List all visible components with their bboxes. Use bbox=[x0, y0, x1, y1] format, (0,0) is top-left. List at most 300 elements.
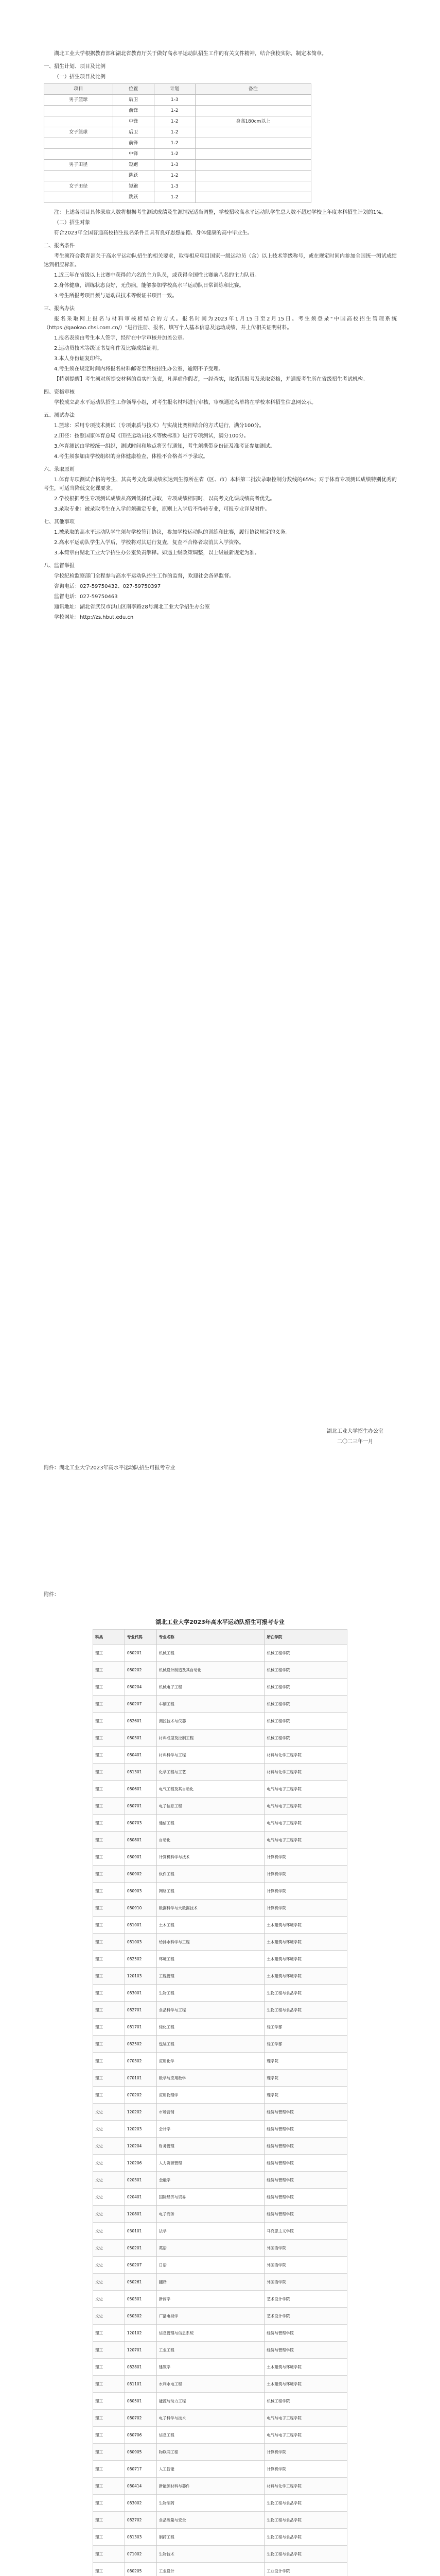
table-cell bbox=[44, 116, 113, 127]
table-cell: 080501 bbox=[125, 2393, 156, 2410]
majors-table-row bbox=[93, 2223, 347, 2240]
table-cell: 1-2 bbox=[154, 171, 195, 181]
table-cell: 跳跃 bbox=[113, 192, 154, 203]
majors-table-row bbox=[93, 1951, 347, 1968]
majors-table-row bbox=[93, 1798, 347, 1815]
table-cell: 环境工程 bbox=[156, 1951, 265, 1968]
majors-table-row bbox=[93, 2121, 347, 2138]
majors-table-row bbox=[93, 1662, 347, 1679]
ratio-table-row bbox=[44, 192, 311, 203]
majors-table-row bbox=[93, 1645, 347, 1662]
table-cell: 生物技术 bbox=[156, 2546, 265, 2563]
table-cell: 理工 bbox=[93, 1781, 125, 1798]
table-cell bbox=[195, 138, 311, 149]
paragraph: 2.学校根据考生专项测试成绩从高到低择优录取，专项成绩相同时，以高考文化课成绩高者优先。 bbox=[54, 496, 275, 502]
paragraph: 4.考生须参加由学校组织的身体健康检查，体检不合格者不予录取。 bbox=[54, 454, 208, 460]
table-cell: 经济与管理学院 bbox=[265, 2155, 347, 2172]
table-cell: 理工 bbox=[93, 2444, 125, 2461]
table-cell: 电气与电子工程学院 bbox=[265, 1781, 347, 1798]
table-cell: 马克思主义学院 bbox=[265, 2223, 347, 2240]
paragraph: 咨询电话：027-59750432、027-59750397 bbox=[54, 584, 161, 589]
table-cell: 理工 bbox=[93, 2393, 125, 2410]
table-cell: 机械工程学院 bbox=[265, 1696, 347, 1713]
table-cell: 生物制药 bbox=[156, 2495, 265, 2512]
table-cell: 1-2 bbox=[154, 116, 195, 127]
table-cell: 财务管理 bbox=[156, 2138, 265, 2155]
table-cell: 材料与化学工程学院 bbox=[265, 1747, 347, 1764]
section-heading: 六、录取原则 bbox=[44, 467, 75, 472]
majors-table bbox=[93, 1629, 347, 2576]
paragraph: 2.高水平运动队学生入学后，学校将对其进行复查，复查不合格者取消其入学资格。 bbox=[54, 540, 244, 546]
table-cell: 新闻学 bbox=[156, 2291, 265, 2308]
table-cell: 1-2 bbox=[154, 138, 195, 149]
table-cell: 电气与电子工程学院 bbox=[265, 2427, 347, 2444]
majors-table-row bbox=[93, 2206, 347, 2223]
paragraph: 2.田径：按照国家体育总局《田径运动员技术等级标准》进行专项测试，满分100分。 bbox=[54, 433, 249, 439]
table-cell: 理工 bbox=[93, 1713, 125, 1730]
table-cell: 男子田径 bbox=[44, 160, 113, 171]
paragraph: 考生须符合教育部关于高水平运动队招生的相关要求，取得相应项目国家一级运动员（含）以上技术等级称号，或在规定时间内参加全国统一测试成绩达到相应标准。 bbox=[44, 253, 397, 268]
table-cell: 071002 bbox=[125, 2546, 156, 2563]
ratio-table-row bbox=[44, 181, 311, 192]
table-cell: 理工 bbox=[93, 1900, 125, 1917]
table-cell: 理工 bbox=[93, 1968, 125, 1985]
table-cell: 050201 bbox=[125, 2240, 156, 2257]
table-cell: 1-2 bbox=[154, 149, 195, 160]
table-cell: 081101 bbox=[125, 2376, 156, 2393]
paragraph: 1.体育专项测试合格的考生，其高考文化课成绩须达到生源所在省（区、市）本科第二批次录取控制分数线的65%；对于体育专项测试成绩特别优秀的考生，可适当降低文化课要求。 bbox=[44, 477, 397, 492]
section-heading: 八、监督举报 bbox=[44, 563, 75, 569]
table-cell: 理工 bbox=[93, 1985, 125, 2002]
table-cell: 082502 bbox=[125, 1951, 156, 1968]
majors-table-row bbox=[93, 2529, 347, 2546]
table-cell: 120102 bbox=[125, 2325, 156, 2342]
majors-table-row bbox=[93, 2240, 347, 2257]
table-cell: 身高180cm以上 bbox=[195, 116, 311, 127]
table-cell: 理工 bbox=[93, 2342, 125, 2359]
table-cell: 120701 bbox=[125, 2342, 156, 2359]
table-cell: 理学院 bbox=[265, 2070, 347, 2087]
paragraph: 1.报名表须由考生本人签字，经所在中学审核并加盖公章。 bbox=[54, 335, 188, 341]
majors-table-row bbox=[93, 2308, 347, 2325]
table-cell: 国际经济与贸易 bbox=[156, 2189, 265, 2206]
table-cell: 文史 bbox=[93, 2240, 125, 2257]
majors-table-row bbox=[93, 1934, 347, 1951]
ratio-table-row bbox=[44, 127, 311, 138]
section-heading: 四、资格审核 bbox=[44, 389, 75, 395]
majors-table-body bbox=[93, 1645, 347, 2576]
table-cell: 能源与动力工程 bbox=[156, 2393, 265, 2410]
majors-table-row bbox=[93, 2427, 347, 2444]
majors-table-row bbox=[93, 2359, 347, 2376]
paragraph: 学校纪检监察部门全程参与高水平运动队招生工作的监督，欢迎社会各界监督。 bbox=[54, 573, 234, 579]
table-cell: 艺术设计学院 bbox=[265, 2291, 347, 2308]
table-cell bbox=[195, 127, 311, 138]
paragraph: 2.运动员技术等级证书复印件及比赛成绩证明。 bbox=[54, 346, 162, 351]
table-cell: 计算机学院 bbox=[265, 1900, 347, 1917]
majors-table-row bbox=[93, 1832, 347, 1849]
table-cell: 理工 bbox=[93, 2529, 125, 2546]
section-heading: 七、其他事项 bbox=[44, 519, 75, 525]
table-cell: 理工 bbox=[93, 1832, 125, 1849]
majors-table-row bbox=[93, 2291, 347, 2308]
table-cell: 理工 bbox=[93, 2359, 125, 2376]
table-cell: 后卫 bbox=[113, 95, 154, 106]
table-cell: 水利水电工程 bbox=[156, 2376, 265, 2393]
table-cell: 理工 bbox=[93, 2053, 125, 2070]
table-cell: 机械工程学院 bbox=[265, 1713, 347, 1730]
table-cell: 文史 bbox=[93, 2155, 125, 2172]
table-cell: 理工 bbox=[93, 2546, 125, 2563]
table-cell: 理学院 bbox=[265, 2087, 347, 2104]
table-cell: 物联网工程 bbox=[156, 2444, 265, 2461]
table-cell: 生物工程与食品学院 bbox=[265, 2546, 347, 2563]
table-cell: 机械设计制造及其自动化 bbox=[156, 1662, 265, 1679]
majors-table-row bbox=[93, 2053, 347, 2070]
majors-table-row bbox=[93, 2376, 347, 2393]
table-cell: 包装工程 bbox=[156, 2036, 265, 2053]
majors-table-row bbox=[93, 2495, 347, 2512]
table-cell: 电子科学与技术 bbox=[156, 2410, 265, 2427]
table-cell bbox=[195, 95, 311, 106]
table-cell: 建筑学 bbox=[156, 2359, 265, 2376]
table-cell: 080601 bbox=[125, 1781, 156, 1798]
table-cell: 文史 bbox=[93, 2274, 125, 2291]
table-header-cell: 项目 bbox=[44, 84, 113, 95]
table-cell: 材料与化学工程学院 bbox=[265, 2478, 347, 2495]
table-cell: 工程管理 bbox=[156, 1968, 265, 1985]
table-cell: 英语 bbox=[156, 2240, 265, 2257]
table-cell: 081001 bbox=[125, 1917, 156, 1934]
table-cell: 070202 bbox=[125, 2087, 156, 2104]
majors-table-row bbox=[93, 2002, 347, 2019]
paragraph: （二）招生对象 bbox=[54, 220, 90, 226]
table-cell: 理工 bbox=[93, 1645, 125, 1662]
table-cell: 1-3 bbox=[154, 95, 195, 106]
table-cell: 电气与电子工程学院 bbox=[265, 1798, 347, 1815]
table-cell: 理学院 bbox=[265, 2053, 347, 2070]
table-cell: 理工 bbox=[93, 1934, 125, 1951]
table-cell: 计算机学院 bbox=[265, 1849, 347, 1866]
table-cell: 理工 bbox=[93, 2495, 125, 2512]
table-cell: 020301 bbox=[125, 2172, 156, 2189]
majors-table-row bbox=[93, 1764, 347, 1781]
table-cell: 082701 bbox=[125, 2002, 156, 2019]
majors-table-row bbox=[93, 1900, 347, 1917]
table-cell: 080414 bbox=[125, 2478, 156, 2495]
table-cell: 材料与化学工程学院 bbox=[265, 1764, 347, 1781]
table-cell: 工业设计学院 bbox=[265, 2563, 347, 2576]
table-cell: 翻译 bbox=[156, 2274, 265, 2291]
table-cell: 080902 bbox=[125, 1866, 156, 1883]
table-cell: 计算机学院 bbox=[265, 2444, 347, 2461]
table-cell: 081003 bbox=[125, 1934, 156, 1951]
table-cell: 艺术设计学院 bbox=[265, 2308, 347, 2325]
table-cell: 理工 bbox=[93, 1679, 125, 1696]
majors-table-row bbox=[93, 1866, 347, 1883]
table-cell: 理工 bbox=[93, 1849, 125, 1866]
table-cell: 理工 bbox=[93, 1730, 125, 1747]
paragraph: 湖北工业大学根据教育部和湖北省教育厅关于做好高水平运动队招生工作的有关文件精神，结合我校实际，制定本简章。 bbox=[54, 51, 327, 57]
table-cell: 080301 bbox=[125, 1730, 156, 1747]
table-cell: 080702 bbox=[125, 2410, 156, 2427]
table-cell: 081701 bbox=[125, 2019, 156, 2036]
majors-table-row bbox=[93, 2478, 347, 2495]
paragraph: 符合2023年全国普通高校招生报名条件且具有良好思想品德、身体健康的高中毕业生。 bbox=[54, 230, 253, 236]
table-cell: 后卫 bbox=[113, 127, 154, 138]
table-cell: 050301 bbox=[125, 2291, 156, 2308]
table-cell: 050207 bbox=[125, 2257, 156, 2274]
table-cell bbox=[195, 171, 311, 181]
table-cell: 土木建筑与环境学院 bbox=[265, 2376, 347, 2393]
table-cell: 数学与应用数学 bbox=[156, 2070, 265, 2087]
paragraph: 报名采取网上报名与材料审核相结合的方式。报名时间为2023年1月15日至2月15日。考生须登录"中国高校招生管理系统（https://gaokao.chsi.com.cn/）"进行注册、报名，填写个人基本信息及运动成绩，并上传相关证明材料。 bbox=[44, 316, 397, 331]
table-cell: 理工 bbox=[93, 2376, 125, 2393]
table-cell: 人工智能 bbox=[156, 2461, 265, 2478]
table-cell: 生物工程与食品学院 bbox=[265, 2495, 347, 2512]
paragraph: 3.本人身份证复印件。 bbox=[54, 356, 105, 362]
table-cell: 应用化学 bbox=[156, 2053, 265, 2070]
intro-paragraphs bbox=[44, 49, 397, 81]
table-cell: 生物工程与食品学院 bbox=[265, 2002, 347, 2019]
table-cell: 理工 bbox=[93, 2087, 125, 2104]
table-cell: 生物工程 bbox=[156, 1985, 265, 2002]
table-cell: 文史 bbox=[93, 2121, 125, 2138]
paragraph: 1.被录取的高水平运动队学生须与学校签订协议，参加学校运动队的训练和比赛，履行协议规定的义务。 bbox=[54, 530, 291, 535]
table-cell bbox=[195, 192, 311, 203]
table-cell: 1-2 bbox=[154, 106, 195, 116]
table-cell: 082702 bbox=[125, 2512, 156, 2529]
majors-table-row bbox=[93, 2461, 347, 2478]
table-cell: 文史 bbox=[93, 2104, 125, 2121]
table-cell: 120801 bbox=[125, 2206, 156, 2223]
table-cell: 广播电视学 bbox=[156, 2308, 265, 2325]
table-cell: 文史 bbox=[93, 2291, 125, 2308]
table-cell bbox=[44, 171, 113, 181]
table-cell: 082801 bbox=[125, 2359, 156, 2376]
table-cell: 给排水科学与工程 bbox=[156, 1934, 265, 1951]
majors-table-row bbox=[93, 2019, 347, 2036]
table-cell: 文史 bbox=[93, 2189, 125, 2206]
table-cell: 电子信息工程 bbox=[156, 1798, 265, 1815]
signature-date: 二〇二三年一月 bbox=[337, 1439, 373, 1445]
paragraph: （一）招生项目及比例 bbox=[54, 74, 105, 80]
table-cell: 轻工学部 bbox=[265, 2036, 347, 2053]
table-cell: 理工 bbox=[93, 1815, 125, 1832]
majors-table-row bbox=[93, 1781, 347, 1798]
table-cell: 080703 bbox=[125, 1815, 156, 1832]
table-cell: 机械电子工程 bbox=[156, 1679, 265, 1696]
majors-table-row bbox=[93, 1815, 347, 1832]
table-cell: 080701 bbox=[125, 1798, 156, 1815]
table-cell: 经济与管理学院 bbox=[265, 2325, 347, 2342]
table-cell: 理工 bbox=[93, 1764, 125, 1781]
table-cell: 081301 bbox=[125, 1764, 156, 1781]
majors-table-row bbox=[93, 1849, 347, 1866]
majors-table-row bbox=[93, 1985, 347, 2002]
table-cell: 法学 bbox=[156, 2223, 265, 2240]
table-cell: 理工 bbox=[93, 2325, 125, 2342]
table-cell: 120202 bbox=[125, 2104, 156, 2121]
table-cell: 080205 bbox=[125, 2563, 156, 2576]
majors-table-row bbox=[93, 2342, 347, 2359]
table-cell: 轻工学部 bbox=[265, 2019, 347, 2036]
table-cell: 男子篮球 bbox=[44, 95, 113, 106]
table-cell: 信息工程 bbox=[156, 2427, 265, 2444]
table-cell: 自动化 bbox=[156, 1832, 265, 1849]
majors-table-row bbox=[93, 2070, 347, 2087]
table-cell: 生物工程与食品学院 bbox=[265, 1985, 347, 2002]
table-cell: 土木建筑与环境学院 bbox=[265, 1951, 347, 1968]
majors-table-row bbox=[93, 2563, 347, 2576]
table-cell: 日语 bbox=[156, 2257, 265, 2274]
table-cell: 081303 bbox=[125, 2529, 156, 2546]
table-cell: 生物工程与食品学院 bbox=[265, 2512, 347, 2529]
table-cell: 050261 bbox=[125, 2274, 156, 2291]
table-cell: 理工 bbox=[93, 1951, 125, 1968]
paragraph: 3.考生所报考项目须与运动员技术等级证书项目一致。 bbox=[54, 293, 178, 299]
table-cell: 电气工程及其自动化 bbox=[156, 1781, 265, 1798]
table-cell: 1-3 bbox=[154, 181, 195, 192]
body-paragraphs bbox=[44, 208, 397, 622]
table-cell: 080706 bbox=[125, 2427, 156, 2444]
table-header-cell: 位置 bbox=[113, 84, 154, 95]
majors-table-row bbox=[93, 2087, 347, 2104]
table-cell: 050302 bbox=[125, 2308, 156, 2325]
table-cell: 土木建筑与环境学院 bbox=[265, 1968, 347, 1985]
table-cell: 070101 bbox=[125, 2070, 156, 2087]
table-header-cell: 专业名称 bbox=[156, 1630, 265, 1645]
majors-table-row bbox=[93, 1696, 347, 1713]
table-cell: 030101 bbox=[125, 2223, 156, 2240]
announcement-body bbox=[44, 49, 397, 623]
majors-table-row bbox=[93, 2138, 347, 2155]
table-cell: 机械工程 bbox=[156, 1645, 265, 1662]
majors-table-row bbox=[93, 1917, 347, 1934]
table-cell: 土木工程 bbox=[156, 1917, 265, 1934]
table-cell: 080903 bbox=[125, 1883, 156, 1900]
table-cell: 080717 bbox=[125, 2461, 156, 2478]
attachment-label: 附件： bbox=[44, 1592, 59, 1598]
majors-table-row bbox=[93, 1747, 347, 1764]
table-cell: 新能源材料与器件 bbox=[156, 2478, 265, 2495]
table-cell: 020401 bbox=[125, 2189, 156, 2206]
paragraph: 学校成立高水平运动队招生工作领导小组，对考生报名材料进行审核，审核通过名单将在学校本科招生信息网公示。 bbox=[54, 400, 316, 405]
paragraph: 4.考生须在规定时间内将报名材料邮寄至我校招生办公室，逾期不予受理。 bbox=[54, 366, 224, 372]
paragraph: 【特别提醒】考生须对所提交材料的真实性负责，凡弄虚作假者，一经查实，取消其报考及录取资格，并通报考生所在省级招生考试机构。 bbox=[54, 377, 368, 382]
majors-table-row bbox=[93, 2104, 347, 2121]
table-cell: 市场营销 bbox=[156, 2104, 265, 2121]
ratio-table-body bbox=[44, 95, 311, 203]
paragraph: 3.体育测试由学校统一组织，测试时间和地点将另行通知，考生须携带身份证及准考证参加测试。 bbox=[54, 444, 275, 449]
table-cell: 车辆工程 bbox=[156, 1696, 265, 1713]
table-header-cell: 计划 bbox=[154, 84, 195, 95]
table-cell: 前锋 bbox=[113, 106, 154, 116]
paragraph: 1.篮球：采用专项技术测试（专项素质与技术）与实战比赛相结合的方式进行，满分100分。 bbox=[54, 423, 265, 429]
table-cell: 理工 bbox=[93, 2512, 125, 2529]
table-cell: 计算机科学与技术 bbox=[156, 1849, 265, 1866]
table-cell: 120204 bbox=[125, 2138, 156, 2155]
table-cell: 文史 bbox=[93, 2172, 125, 2189]
table-cell: 计算机学院 bbox=[265, 2461, 347, 2478]
table-cell: 理工 bbox=[93, 2461, 125, 2478]
table-cell: 083002 bbox=[125, 2495, 156, 2512]
table-cell: 理工 bbox=[93, 1883, 125, 1900]
table-cell: 轻化工程 bbox=[156, 2019, 265, 2036]
table-cell: 经济与管理学院 bbox=[265, 2104, 347, 2121]
majors-table-row bbox=[93, 1968, 347, 1985]
majors-table-row bbox=[93, 2444, 347, 2461]
section-heading: 三、报名办法 bbox=[44, 306, 75, 312]
table-cell: 测控技术与仪器 bbox=[156, 1713, 265, 1730]
table-cell: 080910 bbox=[125, 1900, 156, 1917]
table-cell: 经济与管理学院 bbox=[265, 2138, 347, 2155]
paragraph: 监督电话：027-59750463 bbox=[54, 594, 118, 600]
table-cell: 理工 bbox=[93, 2070, 125, 2087]
majors-table-title: 湖北工业大学2023年高水平运动队招生可报考专业 bbox=[155, 1619, 285, 1625]
table-cell: 电气与电子工程学院 bbox=[265, 1832, 347, 1849]
table-cell: 通信工程 bbox=[156, 1815, 265, 1832]
paragraph: 1.近三年在省级以上比赛中获得前六名的主力队员，或获得全国性比赛前八名的主力队员。 bbox=[54, 273, 260, 278]
table-cell bbox=[195, 149, 311, 160]
table-cell: 080905 bbox=[125, 2444, 156, 2461]
ratio-table-row bbox=[44, 106, 311, 116]
table-cell: 理工 bbox=[93, 1747, 125, 1764]
table-cell: 文史 bbox=[93, 2223, 125, 2240]
table-cell: 计算机学院 bbox=[265, 1883, 347, 1900]
section-heading: 一、招生计划、项目及比例 bbox=[44, 64, 105, 70]
table-cell: 120206 bbox=[125, 2155, 156, 2172]
table-cell: 前锋 bbox=[113, 138, 154, 149]
table-cell: 120103 bbox=[125, 1968, 156, 1985]
majors-table-row bbox=[93, 2257, 347, 2274]
ratio-table-row bbox=[44, 149, 311, 160]
table-cell: 080204 bbox=[125, 1679, 156, 1696]
table-cell: 跳跃 bbox=[113, 171, 154, 181]
table-cell: 外国语学院 bbox=[265, 2257, 347, 2274]
table-header-cell: 科类 bbox=[93, 1630, 125, 1645]
table-cell: 经济与管理学院 bbox=[265, 2189, 347, 2206]
table-cell: 土木建筑与环境学院 bbox=[265, 2359, 347, 2376]
table-cell: 机械工程学院 bbox=[265, 1645, 347, 1662]
table-cell: 女子篮球 bbox=[44, 127, 113, 138]
majors-table-row bbox=[93, 1730, 347, 1747]
table-cell: 信息管理与信息系统 bbox=[156, 2325, 265, 2342]
section-heading: 二、报名条件 bbox=[44, 243, 75, 249]
table-cell: 080901 bbox=[125, 1849, 156, 1866]
table-cell: 会计学 bbox=[156, 2121, 265, 2138]
table-cell: 理工 bbox=[93, 2563, 125, 2576]
table-cell: 软件工程 bbox=[156, 1866, 265, 1883]
table-cell: 理工 bbox=[93, 1662, 125, 1679]
table-cell: 082601 bbox=[125, 1713, 156, 1730]
table-cell: 电子商务 bbox=[156, 2206, 265, 2223]
table-cell: 经济与管理学院 bbox=[265, 2121, 347, 2138]
ratio-table-row bbox=[44, 160, 311, 171]
table-cell: 080401 bbox=[125, 1747, 156, 1764]
paragraph: 3.本简章由湖北工业大学招生办公室负责解释。如遇上级政策调整，以上级最新规定为准。 bbox=[54, 550, 260, 556]
table-header-cell: 备注 bbox=[195, 84, 311, 95]
table-cell: 机械工程学院 bbox=[265, 2393, 347, 2410]
table-cell: 土木建筑与环境学院 bbox=[265, 1934, 347, 1951]
table-cell: 080202 bbox=[125, 1662, 156, 1679]
table-cell: 理工 bbox=[93, 2427, 125, 2444]
table-cell: 材料科学与工程 bbox=[156, 1747, 265, 1764]
table-cell: 文史 bbox=[93, 2257, 125, 2274]
table-cell: 理工 bbox=[93, 1696, 125, 1713]
table-cell: 070302 bbox=[125, 2053, 156, 2070]
table-cell: 机械工程学院 bbox=[265, 1730, 347, 1747]
